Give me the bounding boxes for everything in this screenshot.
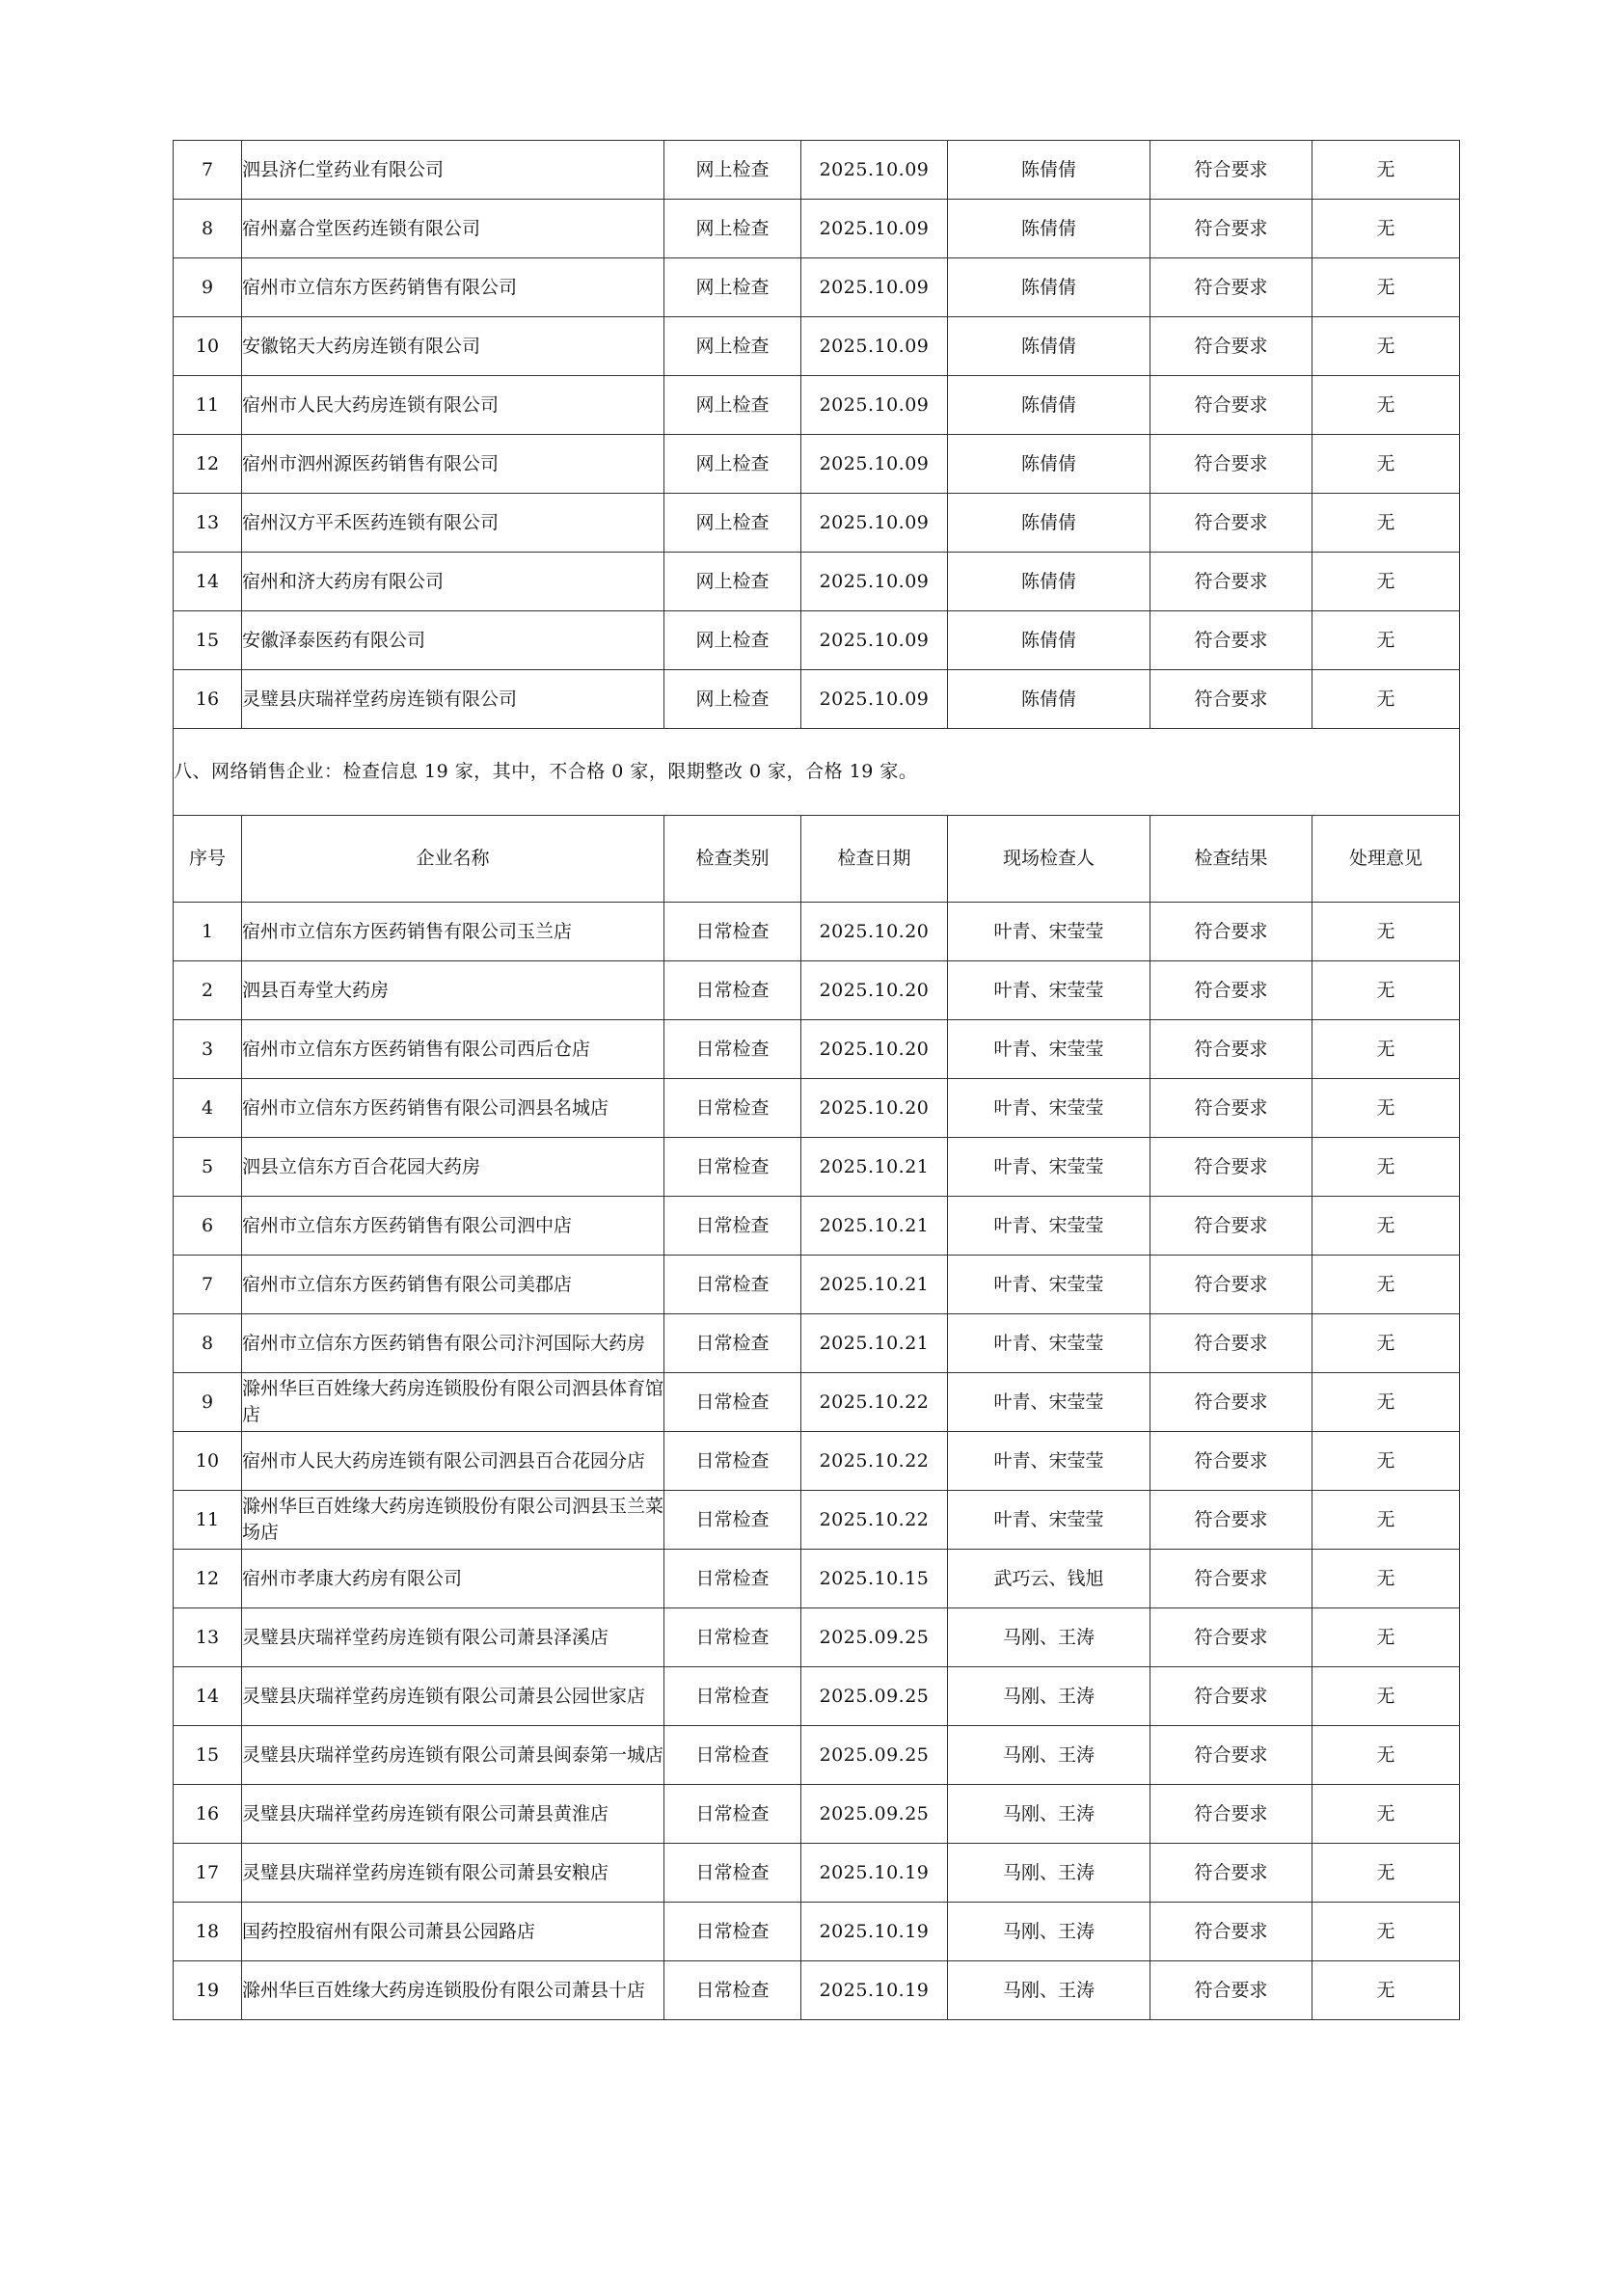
row-date: 2025.10.19 <box>801 1903 948 1961</box>
inspection-table <box>173 140 1460 2020</box>
row-no: 9 <box>174 1373 242 1432</box>
row-opinion: 无 <box>1312 1667 1460 1726</box>
row-result: 符合要求 <box>1150 1432 1312 1491</box>
row-result: 符合要求 <box>1150 1197 1312 1256</box>
row-type: 日常检查 <box>664 1491 801 1550</box>
row-inspector: 叶青、宋莹莹 <box>948 961 1150 1020</box>
row-name: 宿州市立信东方医药销售有限公司玉兰店 <box>242 903 664 961</box>
row-date: 2025.10.20 <box>801 1079 948 1138</box>
row-no: 1 <box>174 903 242 961</box>
row-opinion: 无 <box>1312 961 1460 1020</box>
row-result: 符合要求 <box>1150 1373 1312 1432</box>
section-title: 八、网络销售企业：检查信息 19 家，其中，不合格 0 家，限期整改 0 家，合格 19 家。 <box>174 729 1460 816</box>
row-date: 2025.10.09 <box>801 553 948 611</box>
table-row <box>174 1491 1460 1550</box>
table-row <box>174 258 1460 317</box>
row-date: 2025.10.09 <box>801 435 948 494</box>
table-row <box>174 1079 1460 1138</box>
row-no: 3 <box>174 1020 242 1079</box>
row-date: 2025.10.09 <box>801 200 948 258</box>
row-opinion: 无 <box>1312 258 1460 317</box>
row-opinion: 无 <box>1312 670 1460 729</box>
row-name: 泗县济仁堂药业有限公司 <box>242 141 664 200</box>
row-no: 5 <box>174 1138 242 1197</box>
row-result: 符合要求 <box>1150 1256 1312 1314</box>
row-type: 网上检查 <box>664 376 801 435</box>
row-opinion: 无 <box>1312 1844 1460 1903</box>
table-row <box>174 1550 1460 1608</box>
row-date: 2025.10.19 <box>801 1961 948 2020</box>
row-result: 符合要求 <box>1150 1550 1312 1608</box>
row-type: 网上检查 <box>664 141 801 200</box>
row-no: 7 <box>174 1256 242 1314</box>
row-type: 网上检查 <box>664 200 801 258</box>
row-name: 安徽泽泰医药有限公司 <box>242 611 664 670</box>
row-type: 日常检查 <box>664 1550 801 1608</box>
row-no: 9 <box>174 258 242 317</box>
row-result: 符合要求 <box>1150 258 1312 317</box>
table-row <box>174 1197 1460 1256</box>
table-row <box>174 1608 1460 1667</box>
row-result: 符合要求 <box>1150 670 1312 729</box>
row-name: 灵璧县庆瑞祥堂药房连锁有限公司萧县安粮店 <box>242 1844 664 1903</box>
row-type: 日常检查 <box>664 1903 801 1961</box>
row-result: 符合要求 <box>1150 1608 1312 1667</box>
row-inspector: 叶青、宋莹莹 <box>948 1138 1150 1197</box>
row-opinion: 无 <box>1312 1197 1460 1256</box>
row-date: 2025.10.19 <box>801 1844 948 1903</box>
row-opinion: 无 <box>1312 435 1460 494</box>
row-no: 17 <box>174 1844 242 1903</box>
header-opinion: 处理意见 <box>1312 816 1460 903</box>
row-result: 符合要求 <box>1150 1844 1312 1903</box>
row-date: 2025.10.21 <box>801 1197 948 1256</box>
row-inspector: 马刚、王涛 <box>948 1844 1150 1903</box>
row-date: 2025.10.22 <box>801 1432 948 1491</box>
row-result: 符合要求 <box>1150 200 1312 258</box>
table-row <box>174 1961 1460 2020</box>
row-result: 符合要求 <box>1150 1491 1312 1550</box>
row-date: 2025.10.20 <box>801 903 948 961</box>
row-inspector: 陈倩倩 <box>948 141 1150 200</box>
row-opinion: 无 <box>1312 1138 1460 1197</box>
table-row <box>174 670 1460 729</box>
row-opinion: 无 <box>1312 1079 1460 1138</box>
row-no: 11 <box>174 1491 242 1550</box>
row-type: 日常检查 <box>664 1667 801 1726</box>
row-type: 日常检查 <box>664 1844 801 1903</box>
row-result: 符合要求 <box>1150 611 1312 670</box>
table-row <box>174 1314 1460 1373</box>
row-date: 2025.10.22 <box>801 1373 948 1432</box>
row-name: 灵璧县庆瑞祥堂药房连锁有限公司萧县泽溪店 <box>242 1608 664 1667</box>
table-row <box>174 1373 1460 1432</box>
row-type: 日常检查 <box>664 1314 801 1373</box>
row-type: 日常检查 <box>664 1256 801 1314</box>
row-date: 2025.10.15 <box>801 1550 948 1608</box>
row-opinion: 无 <box>1312 141 1460 200</box>
row-no: 14 <box>174 553 242 611</box>
row-opinion: 无 <box>1312 200 1460 258</box>
row-type: 日常检查 <box>664 1020 801 1079</box>
previous-section-rows <box>174 141 1460 729</box>
row-date: 2025.10.09 <box>801 376 948 435</box>
row-date: 2025.10.21 <box>801 1314 948 1373</box>
row-result: 符合要求 <box>1150 435 1312 494</box>
row-name: 宿州市立信东方医药销售有限公司泗县名城店 <box>242 1079 664 1138</box>
table-row <box>174 961 1460 1020</box>
row-type: 日常检查 <box>664 1726 801 1785</box>
row-opinion: 无 <box>1312 1020 1460 1079</box>
section-heading-row <box>174 729 1460 816</box>
row-inspector: 叶青、宋莹莹 <box>948 1020 1150 1079</box>
row-no: 10 <box>174 317 242 376</box>
table-row <box>174 1844 1460 1903</box>
row-no: 6 <box>174 1197 242 1256</box>
row-date: 2025.09.25 <box>801 1608 948 1667</box>
table-row <box>174 611 1460 670</box>
table-row <box>174 494 1460 553</box>
row-inspector: 马刚、王涛 <box>948 1726 1150 1785</box>
row-no: 12 <box>174 435 242 494</box>
row-inspector: 叶青、宋莹莹 <box>948 1491 1150 1550</box>
row-inspector: 陈倩倩 <box>948 494 1150 553</box>
row-result: 符合要求 <box>1150 317 1312 376</box>
row-result: 符合要求 <box>1150 1138 1312 1197</box>
section-heading-group <box>174 729 1460 903</box>
row-inspector: 马刚、王涛 <box>948 1903 1150 1961</box>
row-inspector: 马刚、王涛 <box>948 1785 1150 1844</box>
row-result: 符合要求 <box>1150 961 1312 1020</box>
row-date: 2025.10.09 <box>801 141 948 200</box>
row-opinion: 无 <box>1312 1608 1460 1667</box>
row-date: 2025.09.25 <box>801 1785 948 1844</box>
table-row <box>174 1667 1460 1726</box>
row-opinion: 无 <box>1312 553 1460 611</box>
row-type: 网上检查 <box>664 435 801 494</box>
header-inspector: 现场检查人 <box>948 816 1150 903</box>
table-row <box>174 1020 1460 1079</box>
row-type: 日常检查 <box>664 1079 801 1138</box>
row-name: 宿州市立信东方医药销售有限公司汴河国际大药房 <box>242 1314 664 1373</box>
row-opinion: 无 <box>1312 1903 1460 1961</box>
row-no: 15 <box>174 1726 242 1785</box>
row-opinion: 无 <box>1312 903 1460 961</box>
row-no: 13 <box>174 1608 242 1667</box>
row-name: 安徽铭天大药房连锁有限公司 <box>242 317 664 376</box>
row-name: 滁州华巨百姓缘大药房连锁股份有限公司泗县玉兰菜场店 <box>242 1491 664 1550</box>
row-result: 符合要求 <box>1150 903 1312 961</box>
row-result: 符合要求 <box>1150 1903 1312 1961</box>
row-opinion: 无 <box>1312 1491 1460 1550</box>
row-result: 符合要求 <box>1150 1961 1312 2020</box>
row-type: 日常检查 <box>664 1138 801 1197</box>
row-inspector: 陈倩倩 <box>948 553 1150 611</box>
row-type: 日常检查 <box>664 961 801 1020</box>
header-date: 检查日期 <box>801 816 948 903</box>
row-inspector: 陈倩倩 <box>948 376 1150 435</box>
row-date: 2025.09.25 <box>801 1726 948 1785</box>
row-opinion: 无 <box>1312 1256 1460 1314</box>
row-result: 符合要求 <box>1150 141 1312 200</box>
row-inspector: 叶青、宋莹莹 <box>948 1256 1150 1314</box>
row-date: 2025.10.20 <box>801 961 948 1020</box>
row-name: 灵璧县庆瑞祥堂药房连锁有限公司 <box>242 670 664 729</box>
row-date: 2025.10.21 <box>801 1138 948 1197</box>
row-type: 日常检查 <box>664 1432 801 1491</box>
row-inspector: 马刚、王涛 <box>948 1667 1150 1726</box>
table-header-row <box>174 816 1460 903</box>
row-type: 网上检查 <box>664 553 801 611</box>
row-name: 宿州市立信东方医药销售有限公司西后仓店 <box>242 1020 664 1079</box>
row-name: 宿州嘉合堂医药连锁有限公司 <box>242 200 664 258</box>
table-row <box>174 903 1460 961</box>
row-opinion: 无 <box>1312 611 1460 670</box>
row-inspector: 陈倩倩 <box>948 611 1150 670</box>
row-type: 日常检查 <box>664 1373 801 1432</box>
row-inspector: 陈倩倩 <box>948 317 1150 376</box>
row-name: 灵璧县庆瑞祥堂药房连锁有限公司萧县闽泰第一城店 <box>242 1726 664 1785</box>
row-date: 2025.10.09 <box>801 670 948 729</box>
row-no: 15 <box>174 611 242 670</box>
row-name: 宿州市立信东方医药销售有限公司美郡店 <box>242 1256 664 1314</box>
row-opinion: 无 <box>1312 1785 1460 1844</box>
row-opinion: 无 <box>1312 1550 1460 1608</box>
row-name: 泗县立信东方百合花园大药房 <box>242 1138 664 1197</box>
row-result: 符合要求 <box>1150 1785 1312 1844</box>
row-inspector: 叶青、宋莹莹 <box>948 1079 1150 1138</box>
row-type: 日常检查 <box>664 1608 801 1667</box>
row-result: 符合要求 <box>1150 1726 1312 1785</box>
row-inspector: 叶青、宋莹莹 <box>948 1432 1150 1491</box>
row-result: 符合要求 <box>1150 494 1312 553</box>
table-row <box>174 317 1460 376</box>
row-name: 宿州市人民大药房连锁有限公司 <box>242 376 664 435</box>
table-row <box>174 1903 1460 1961</box>
row-no: 14 <box>174 1667 242 1726</box>
row-name: 宿州市立信东方医药销售有限公司 <box>242 258 664 317</box>
row-inspector: 叶青、宋莹莹 <box>948 903 1150 961</box>
row-inspector: 武巧云、钱旭 <box>948 1550 1150 1608</box>
row-date: 2025.10.09 <box>801 258 948 317</box>
row-type: 日常检查 <box>664 1961 801 2020</box>
row-inspector: 叶青、宋莹莹 <box>948 1197 1150 1256</box>
header-name: 企业名称 <box>242 816 664 903</box>
row-no: 16 <box>174 1785 242 1844</box>
row-opinion: 无 <box>1312 1314 1460 1373</box>
row-inspector: 叶青、宋莹莹 <box>948 1373 1150 1432</box>
row-no: 8 <box>174 200 242 258</box>
row-type: 网上检查 <box>664 494 801 553</box>
row-name: 宿州市孝康大药房有限公司 <box>242 1550 664 1608</box>
row-name: 滁州华巨百姓缘大药房连锁股份有限公司萧县十店 <box>242 1961 664 2020</box>
row-date: 2025.10.09 <box>801 611 948 670</box>
row-opinion: 无 <box>1312 1373 1460 1432</box>
row-name: 宿州市人民大药房连锁有限公司泗县百合花园分店 <box>242 1432 664 1491</box>
row-opinion: 无 <box>1312 1726 1460 1785</box>
row-no: 12 <box>174 1550 242 1608</box>
row-name: 灵璧县庆瑞祥堂药房连锁有限公司萧县公园世家店 <box>242 1667 664 1726</box>
table-row <box>174 1785 1460 1844</box>
row-no: 4 <box>174 1079 242 1138</box>
table-row <box>174 1432 1460 1491</box>
row-date: 2025.10.22 <box>801 1491 948 1550</box>
table-row <box>174 376 1460 435</box>
row-result: 符合要求 <box>1150 1079 1312 1138</box>
row-result: 符合要求 <box>1150 1314 1312 1373</box>
row-result: 符合要求 <box>1150 1667 1312 1726</box>
row-inspector: 陈倩倩 <box>948 670 1150 729</box>
row-opinion: 无 <box>1312 494 1460 553</box>
table-row <box>174 1138 1460 1197</box>
row-name: 灵璧县庆瑞祥堂药房连锁有限公司萧县黄淮店 <box>242 1785 664 1844</box>
header-no: 序号 <box>174 816 242 903</box>
table-row <box>174 141 1460 200</box>
row-opinion: 无 <box>1312 317 1460 376</box>
network-sales-rows <box>174 903 1460 2020</box>
row-opinion: 无 <box>1312 1961 1460 2020</box>
row-no: 10 <box>174 1432 242 1491</box>
row-name: 宿州汉方平禾医药连锁有限公司 <box>242 494 664 553</box>
row-inspector: 马刚、王涛 <box>948 1961 1150 2020</box>
row-no: 8 <box>174 1314 242 1373</box>
row-result: 符合要求 <box>1150 376 1312 435</box>
row-type: 网上检查 <box>664 258 801 317</box>
row-result: 符合要求 <box>1150 553 1312 611</box>
row-no: 19 <box>174 1961 242 2020</box>
row-date: 2025.10.09 <box>801 494 948 553</box>
row-name: 滁州华巨百姓缘大药房连锁股份有限公司泗县体育馆店 <box>242 1373 664 1432</box>
row-no: 7 <box>174 141 242 200</box>
row-type: 网上检查 <box>664 670 801 729</box>
table-row <box>174 1256 1460 1314</box>
row-name: 宿州市泗州源医药销售有限公司 <box>242 435 664 494</box>
row-inspector: 陈倩倩 <box>948 258 1150 317</box>
row-type: 日常检查 <box>664 1197 801 1256</box>
row-no: 11 <box>174 376 242 435</box>
row-date: 2025.10.09 <box>801 317 948 376</box>
row-name: 宿州市立信东方医药销售有限公司泗中店 <box>242 1197 664 1256</box>
row-date: 2025.09.25 <box>801 1667 948 1726</box>
row-no: 13 <box>174 494 242 553</box>
row-inspector: 陈倩倩 <box>948 200 1150 258</box>
row-type: 日常检查 <box>664 903 801 961</box>
table-row <box>174 553 1460 611</box>
row-type: 日常检查 <box>664 1785 801 1844</box>
header-result: 检查结果 <box>1150 816 1312 903</box>
row-inspector: 陈倩倩 <box>948 435 1150 494</box>
row-no: 18 <box>174 1903 242 1961</box>
table-row <box>174 1726 1460 1785</box>
row-date: 2025.10.21 <box>801 1256 948 1314</box>
table-row <box>174 435 1460 494</box>
row-opinion: 无 <box>1312 376 1460 435</box>
row-result: 符合要求 <box>1150 1020 1312 1079</box>
row-name: 宿州和济大药房有限公司 <box>242 553 664 611</box>
row-name: 国药控股宿州有限公司萧县公园路店 <box>242 1903 664 1961</box>
row-type: 网上检查 <box>664 317 801 376</box>
row-date: 2025.10.20 <box>801 1020 948 1079</box>
row-no: 2 <box>174 961 242 1020</box>
header-type: 检查类别 <box>664 816 801 903</box>
row-inspector: 马刚、王涛 <box>948 1608 1150 1667</box>
row-no: 16 <box>174 670 242 729</box>
row-name: 泗县百寿堂大药房 <box>242 961 664 1020</box>
row-type: 网上检查 <box>664 611 801 670</box>
table-row <box>174 200 1460 258</box>
row-opinion: 无 <box>1312 1432 1460 1491</box>
row-inspector: 叶青、宋莹莹 <box>948 1314 1150 1373</box>
